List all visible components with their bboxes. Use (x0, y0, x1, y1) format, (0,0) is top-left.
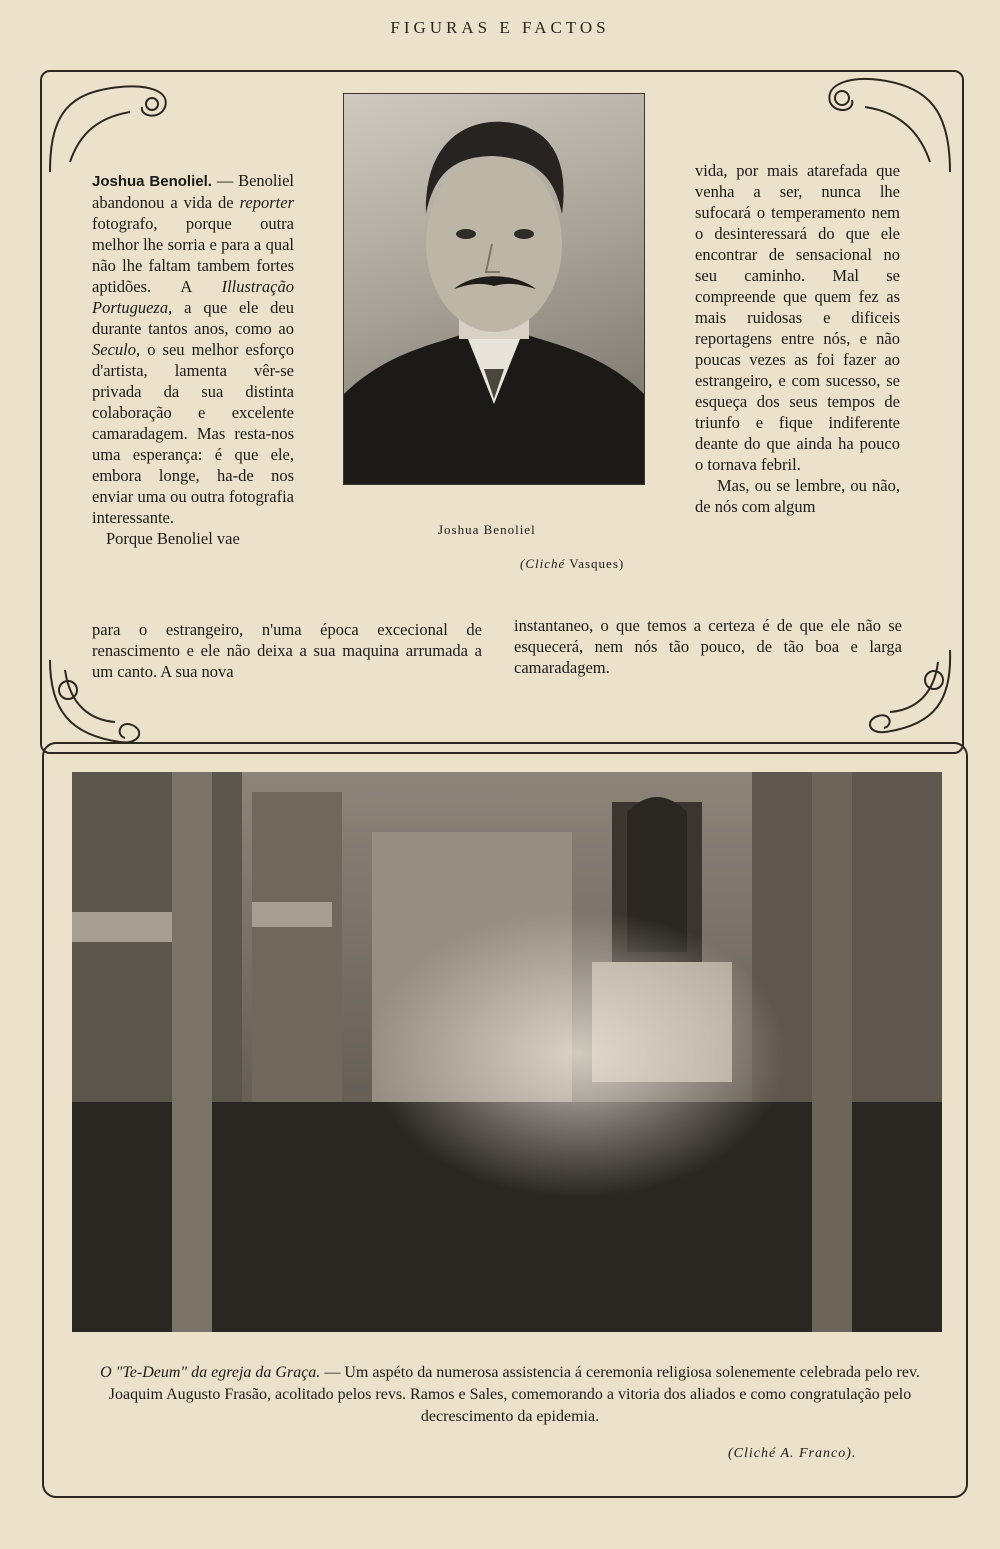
church-photo (72, 772, 942, 1332)
portrait-credit: (Cliché Vasques) (520, 556, 625, 571)
page-header: FIGURAS E FACTOS (390, 18, 610, 37)
photo-caption: O "Te-Deum" da egreja da Graça. — Um aspéto da numerosa assistencia á ceremonia religiosa solenemente celebrada pelo rev. Joaquim Augusto Frasão, acolitado pelos revs. Ramos e Sales, comemorando a vitoria dos aliados e como congratulação pelo decrescimento da epidemia. (100, 1364, 920, 1425)
article-right-bottom: instantaneo, o que temos a certeza é de que ele não se esquecerá, nem nós tão pouco, de tão boa e larga camaradagem. (514, 616, 902, 677)
portrait-photo (343, 93, 645, 485)
article-paragraph-2: Porque Benoliel vae (106, 529, 240, 548)
portrait-image (344, 94, 644, 484)
article-left-column (92, 170, 294, 549)
church-image (72, 772, 942, 1332)
article-paragraph-4: Mas, ou se lembre, ou não, de nós com algum (695, 476, 900, 516)
article-paragraph-1: Joshua Benoliel. — Benoliel abandonou a vida de reporter fotografo, porque outra melhor lhe sorria e para a qual não lhe faltam tambem fortes aptidões. A Illustração Portugueza, a que ele deu durante tantos anos, como ao Seculo, o seu melhor esforço d'artista, lamenta vêr-se privada da sua distinta colaboração e excelente camaradagem. Mas resta-nos uma esperança: é que ele, embora longe, ha-de nos enviar uma ou outra fotografia interessante. (92, 171, 295, 527)
portrait-caption: Joshua Benoliel (438, 522, 536, 537)
article-name: Joshua Benoliel. (92, 173, 212, 190)
corner-ornament-top-left (40, 72, 180, 182)
photo-credit: (Cliché A. Franco). (728, 1446, 857, 1461)
article-paragraph-3: vida, por mais atarefada que venha a ser, nunca lhe sufocará o temperamento nem o desinteressará do que ele encontrar de sensacional no seu caminho. Mal se compreende que quem fez as mais ruidosas e dificeis reportagens entre nós, e não poucas vezes as foi fazer ao estrangeiro, e com sucesso, se esqueça dos seus tempos de triunfo e fique indiferente deante do que ainda ha pouco o tornava febril. (695, 161, 900, 474)
article-right-column (695, 160, 900, 517)
article-left-bottom: para o estrangeiro, n'uma época excecional de renascimento e ele não deixa a sua maquina arrumada a um canto. A sua nova (92, 620, 482, 681)
